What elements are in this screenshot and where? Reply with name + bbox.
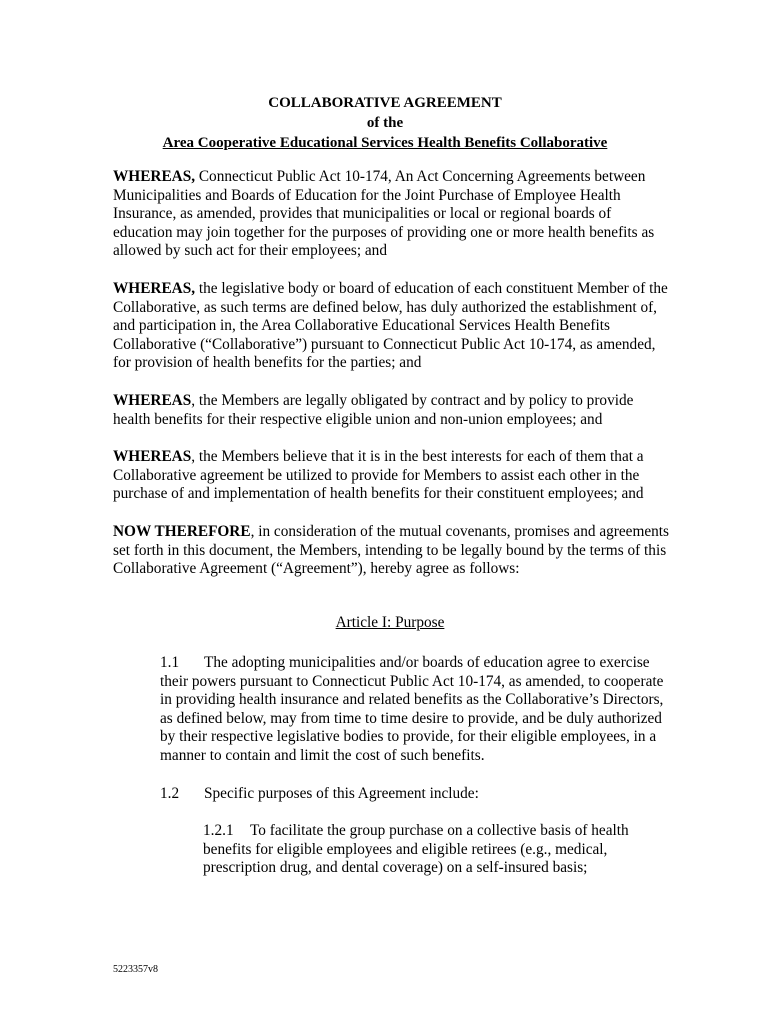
recital-4 [113,448,669,504]
section-1-1 [160,654,675,766]
section-1-2-number: 1.2 [160,785,180,802]
document-title [0,93,770,153]
recital-2 [113,280,669,373]
recital-3 [113,392,669,429]
article-heading: Article I: Purpose [335,614,445,631]
title-line-2: of the [366,115,404,131]
section-1-2 [160,785,675,804]
section-1-2-text: Specific purposes of this Agreement include: [204,785,479,802]
recital-3-lead: WHEREAS [113,392,192,409]
section-1-2-1-text: To facilitate the group purchase on a collective basis of health benefits for eligible employees and eligible retirees (e.g., medical, prescription drug, and dental coverage) on a self-insured basis; [203,822,629,877]
recital-3-text: , the Members are legally obligated by contract and by policy to provide health benefits for their respective eligible union and non-union employees; and [113,392,634,428]
section-1-1-text: The adopting municipalities and/or boards of education agree to exercise their powers pursuant to Connecticut Public Act 10-174, as amended, to cooperate in providing health insurance and related benefits as the Collaborative’s Directors, as defined below, may from time to time desire to provide, and be duly authorized by their respective legislative bodies to provide, for their eligible employees, in a manner to contain and limit the cost of such benefits. [160,654,664,764]
recital-1-text: Connecticut Public Act 10-174, An Act Concerning Agreements between Municipalities and Boards of Education for the Joint Purchase of Employee Health Insurance, as amended, provides that municipalities or local or regional boards of education may join together for the purposes of providing one or more health benefits as allowed by such act for their employees; and [113,168,655,260]
recital-4-lead: WHEREAS [113,448,192,465]
recital-1-lead: WHEREAS, [113,168,196,185]
title-line-1: COLLABORATIVE AGREEMENT [268,95,502,111]
section-1-2-1 [203,822,643,878]
section-1-2-1-number: 1.2.1 [203,822,234,839]
document-id-footer: 5223357v8 [113,964,158,975]
section-1-1-number: 1.1 [160,654,180,671]
recital-5-lead: NOW THEREFORE [113,523,251,540]
recital-2-text: the legislative body or board of education of each constituent Member of the Collaborative, as such terms are defined below, has duly authorized the establishment of, and participation in, the Area Collaborative Educational Services Health Benefits Collaborative (“Collaborative”) pursuant to Connecticut Public Act 10-174, as amended, for provision of health benefits for the parties; and [113,280,668,372]
recital-2-lead: WHEREAS, [113,280,196,297]
recital-4-text: , the Members believe that it is in the best interests for each of them that a Collaborative agreement be utilized to provide for Members to assist each other in the purchase of and implementation of health benefits for their constituent employees; and [113,448,644,503]
title-line-3: Area Cooperative Educational Services Health Benefits Collaborative [162,135,608,151]
recital-1 [113,168,669,261]
recital-5-text: , in consideration of the mutual covenants, promises and agreements set forth in this document, the Members, intending to be legally bound by the terms of this Collaborative Agreement (“Agreement”), hereby agree as follows: [113,523,669,578]
recital-5 [113,523,669,579]
